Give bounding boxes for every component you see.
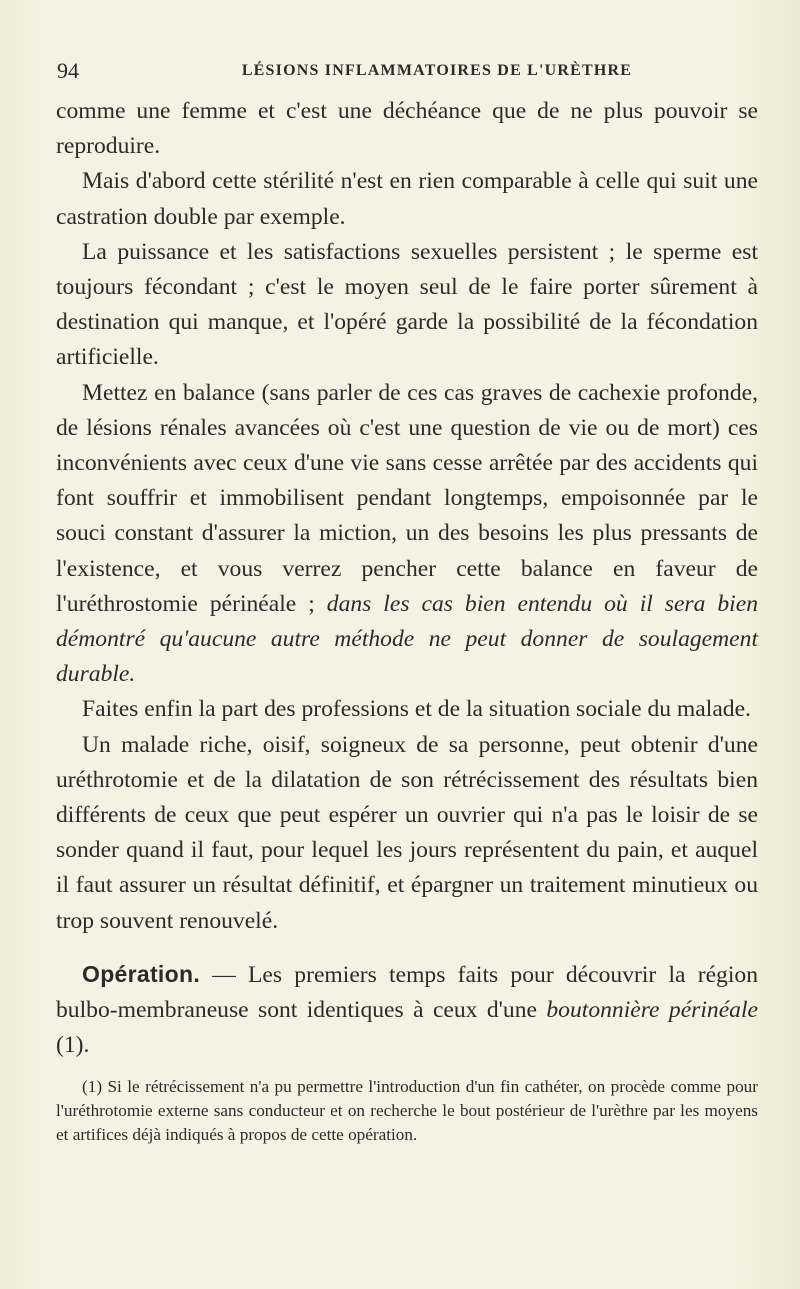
operation-paragraph [56,957,758,1064]
paragraph-4-roman: Mettez en balance (sans parler de ces cas graves de cachexie profonde, de lésions rénales avancées où c'est une question de vie ou de mort) ces inconvénients avec ceux d'une vie sans cesse arrêtée par des accidents qui font souffrir et immobilisent pendant longtemps, empoisonnée par le souci constant d'assurer la miction, un des besoins les plus pressants de l'existence, et vous verrez pencher cette balance en faveur de l'uréthrostomie périnéale ; [56,379,758,617]
running-title: LÉSIONS INFLAMMATOIRES DE L'URÈTHRE [241,62,633,79]
paragraph-2: Mais d'abord cette stérilité n'est en rien comparable à celle qui suit une castration double par exemple. [56,168,758,230]
paragraph-5: Faites enfin la part des professions et de la situation sociale du malade. [82,696,751,723]
operation-italic: boutonnière périnéale [546,997,759,1024]
paragraph-1: comme une femme et c'est une déchéance que de ne plus pouvoir se reproduire. [56,98,758,160]
page-number: 94 [57,58,79,83]
footnote-marker: (1) [82,1077,108,1097]
paragraph-4 [56,376,758,693]
body-text [56,94,758,1147]
paragraph-6: Un malade riche, oisif, soigneux de sa personne, peut obtenir d'une uréthrotomie et de la dilatation de son rétrécissement des résultats bien différents de ceux que peut espérer un ouvrier qui n'a pas le loisir de se sonder quand il faut, pour lequel les jours représentent du pain, et auquel il faut assurer un résultat définitif, et épargner un traitement minutieux ou trop souvent renouvelé. [56,731,758,934]
paragraph-4-italic: dans les cas bien entendu où il sera bien démontré qu'aucune autre méthode ne peut donner de soulagement durable. [56,590,758,688]
footnote-reference: (1). [56,1032,90,1059]
paragraph-3: La puissance et les satisfactions sexuelles persistent ; le sperme est toujours fécondant ; c'est le moyen seul de le faire porter sûrement à destination qui manque, et l'opéré garde la possibilité de la fécondation artificielle. [56,238,758,371]
operation-text: — Les premiers temps faits pour découvrir la région bulbo-membraneuse sont identiques à ceux d'une [56,961,758,1024]
footnote [56,1075,758,1147]
section-title-operation: Opération. [82,960,201,987]
page-header [57,58,757,84]
footnote-text: Si le rétrécissement n'a pu permettre l'introduction d'un fin cathéter, on procède comme pour l'uréthrotomie externe sans conducteur et on recherche le bout postérieur de l'urèthre par les moyens et artifices déjà indiqués à propos de cette opération. [56,1077,758,1145]
